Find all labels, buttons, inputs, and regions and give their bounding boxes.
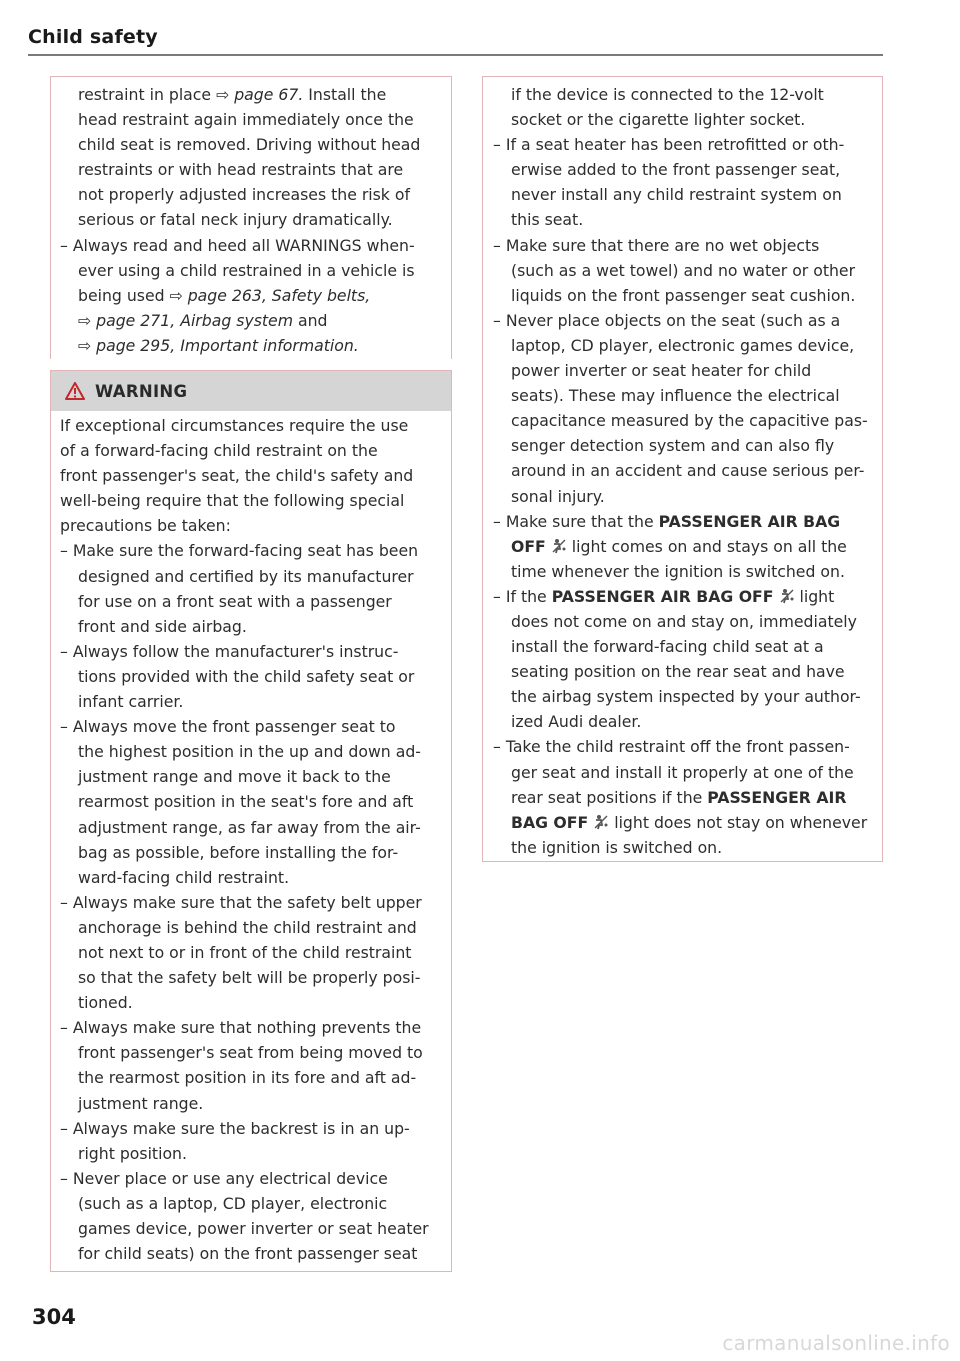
text-line: – Always make sure that the safety belt upper bbox=[60, 892, 422, 912]
text-line: justment range. bbox=[78, 1093, 204, 1113]
text-line: the rearmost position in its fore and aft ad- bbox=[78, 1068, 417, 1088]
text-line: – Always make sure the backrest is in an up- bbox=[60, 1118, 410, 1138]
text-line: infant carrier. bbox=[78, 692, 184, 712]
text-line: around in an accident and cause serious per- bbox=[511, 461, 865, 481]
left-top-text bbox=[60, 82, 438, 358]
text-line: the ignition is switched on. bbox=[511, 837, 723, 857]
warning-header bbox=[51, 371, 451, 411]
header-divider bbox=[28, 54, 883, 56]
text-line: – If a seat heater has been retrofitted or oth- bbox=[493, 135, 845, 155]
warning-text bbox=[60, 413, 440, 1266]
text-line: seating position on the rear seat and have bbox=[511, 662, 845, 682]
passenger-airbag-off-icon bbox=[779, 588, 795, 604]
text-line: never install any child restraint system on bbox=[511, 185, 842, 205]
text-line: designed and certified by its manufacturer bbox=[78, 566, 414, 586]
text-line: – Always move the front passenger seat to bbox=[60, 717, 396, 737]
passenger-airbag-off-icon bbox=[593, 814, 609, 830]
text-line: restraints or with head restraints that are bbox=[78, 160, 404, 180]
indicator-name: BAG OFF bbox=[511, 812, 589, 832]
text-line: laptop, CD player, electronic games device, bbox=[511, 335, 855, 355]
text-span: – Make sure that the bbox=[493, 511, 659, 531]
text-line bbox=[493, 785, 873, 810]
indicator-name: PASSENGER AIR BAG bbox=[658, 511, 841, 531]
text-line: for use on a front seat with a passenger bbox=[78, 591, 392, 611]
text-span: – If the bbox=[493, 586, 552, 606]
text-line: time whenever the ignition is switched on. bbox=[511, 561, 845, 581]
text-line bbox=[493, 534, 873, 559]
page-reference-link[interactable]: ⇨ page 263, Safety belts, bbox=[169, 285, 371, 305]
text-span: light does not stay on whenever bbox=[609, 812, 868, 832]
text-line: the highest position in the up and down ad- bbox=[78, 742, 421, 762]
text-line bbox=[60, 283, 438, 308]
text-line: this seat. bbox=[511, 210, 584, 230]
page-reference-link[interactable]: ⇨ page 271, Airbag system bbox=[78, 310, 293, 330]
text-line: justment range and move it back to the bbox=[78, 767, 391, 787]
text-line: front passenger's seat, the child's safety and bbox=[60, 466, 414, 486]
text-span: Install the bbox=[303, 85, 387, 104]
text-line: if the device is connected to the 12-volt bbox=[511, 85, 824, 104]
text-line: – Always follow the manufacturer's instruc- bbox=[60, 641, 399, 661]
indicator-name: PASSENGER AIR BAG OFF bbox=[551, 586, 774, 606]
text-line: – Make sure the forward-facing seat has been bbox=[60, 541, 419, 561]
text-line: precautions be taken: bbox=[60, 516, 231, 536]
text-line: for child seats) on the front passenger seat bbox=[78, 1244, 418, 1264]
text-line bbox=[493, 810, 873, 835]
text-line: ever using a child restrained in a vehicle is bbox=[78, 260, 415, 280]
text-line: front passenger's seat from being moved to bbox=[78, 1043, 423, 1063]
text-line: If exceptional circumstances require the use bbox=[60, 416, 409, 435]
text-line: ger seat and install it properly at one of the bbox=[511, 762, 854, 782]
text-line: – Take the child restraint off the front passen- bbox=[493, 737, 850, 757]
text-line: head restraint again immediately once the bbox=[78, 110, 414, 130]
text-line: ward-facing child restraint. bbox=[78, 867, 290, 887]
text-line: sonal injury. bbox=[511, 486, 605, 506]
text-span: being used bbox=[78, 285, 170, 305]
text-line: (such as a wet towel) and no water or other bbox=[511, 260, 856, 280]
text-line: right position. bbox=[78, 1143, 187, 1163]
text-line: child seat is removed. Driving without head bbox=[78, 135, 421, 155]
text-line: so that the safety belt will be properly posi- bbox=[78, 968, 421, 988]
indicator-name: PASSENGER AIR bbox=[707, 787, 847, 807]
text-span: rear seat positions if the bbox=[511, 787, 708, 807]
text-line: – Always read and heed all WARNINGS when- bbox=[60, 235, 415, 255]
text-line: rearmost position in the seat's fore and aft bbox=[78, 792, 414, 812]
text-line: tioned. bbox=[78, 993, 133, 1013]
text-line bbox=[493, 509, 873, 534]
warning-triangle-icon bbox=[65, 382, 85, 400]
text-line bbox=[60, 82, 438, 107]
text-line: socket or the cigarette lighter socket. bbox=[511, 110, 806, 130]
text-line: – Always make sure that nothing prevents the bbox=[60, 1018, 422, 1038]
text-line: serious or fatal neck injury dramatically. bbox=[78, 210, 393, 230]
text-span: light comes on and stays on all the bbox=[566, 536, 847, 556]
indicator-name: OFF bbox=[511, 536, 546, 556]
text-line: adjustment range, as far away from the air- bbox=[78, 817, 421, 837]
text-line: games device, power inverter or seat heater bbox=[78, 1219, 429, 1238]
text-line: not next to or in front of the child restraint bbox=[78, 942, 412, 962]
text-line: senger detection system and can also fly bbox=[511, 436, 835, 456]
text-line: bag as possible, before installing the for- bbox=[78, 842, 399, 862]
text-line bbox=[60, 308, 438, 333]
text-line: anchorage is behind the child restraint and bbox=[78, 917, 417, 937]
text-line: front and side airbag. bbox=[78, 616, 247, 636]
text-line: ized Audi dealer. bbox=[511, 712, 642, 732]
text-line: tions provided with the child safety seat or bbox=[78, 666, 415, 686]
text-line: of a forward-facing child restraint on the bbox=[60, 441, 378, 461]
text-line: well-being require that the following special bbox=[60, 491, 405, 511]
text-line: (such as a laptop, CD player, electronic bbox=[78, 1193, 388, 1213]
text-line: not properly adjusted increases the risk of bbox=[78, 185, 411, 205]
text-line: – Never place objects on the seat (such as a bbox=[493, 310, 841, 330]
page-reference-link[interactable]: ⇨ page 295, Important information. bbox=[78, 335, 359, 355]
right-column-text bbox=[493, 82, 873, 860]
text-line: the airbag system inspected by your author- bbox=[511, 687, 861, 707]
text-line: seats). These may influence the electrical bbox=[511, 386, 840, 406]
text-line: – Make sure that there are no wet objects bbox=[493, 235, 820, 255]
text-line: – Never place or use any electrical device bbox=[60, 1168, 388, 1188]
text-line bbox=[493, 584, 873, 609]
section-title: Child safety bbox=[28, 26, 158, 48]
text-span: light bbox=[794, 586, 835, 606]
text-span: restraint in place bbox=[78, 85, 217, 104]
text-line: power inverter or seat heater for child bbox=[511, 361, 812, 381]
passenger-airbag-off-icon bbox=[551, 538, 567, 554]
text-line: install the forward-facing child seat at a bbox=[511, 637, 824, 657]
text-line: capacitance measured by the capacitive pas- bbox=[511, 411, 868, 431]
text-line: does not come on and stay on, immediately bbox=[511, 611, 857, 631]
text-line: liquids on the front passenger seat cushion. bbox=[511, 285, 856, 305]
page-reference-link[interactable]: ⇨ page 67. bbox=[216, 85, 304, 104]
text-line: erwise added to the front passenger seat, bbox=[511, 160, 841, 180]
watermark: carmanualsonline.info bbox=[722, 1331, 950, 1355]
page-number: 304 bbox=[32, 1305, 76, 1329]
warning-title: WARNING bbox=[95, 381, 188, 401]
text-span: and bbox=[292, 310, 328, 330]
